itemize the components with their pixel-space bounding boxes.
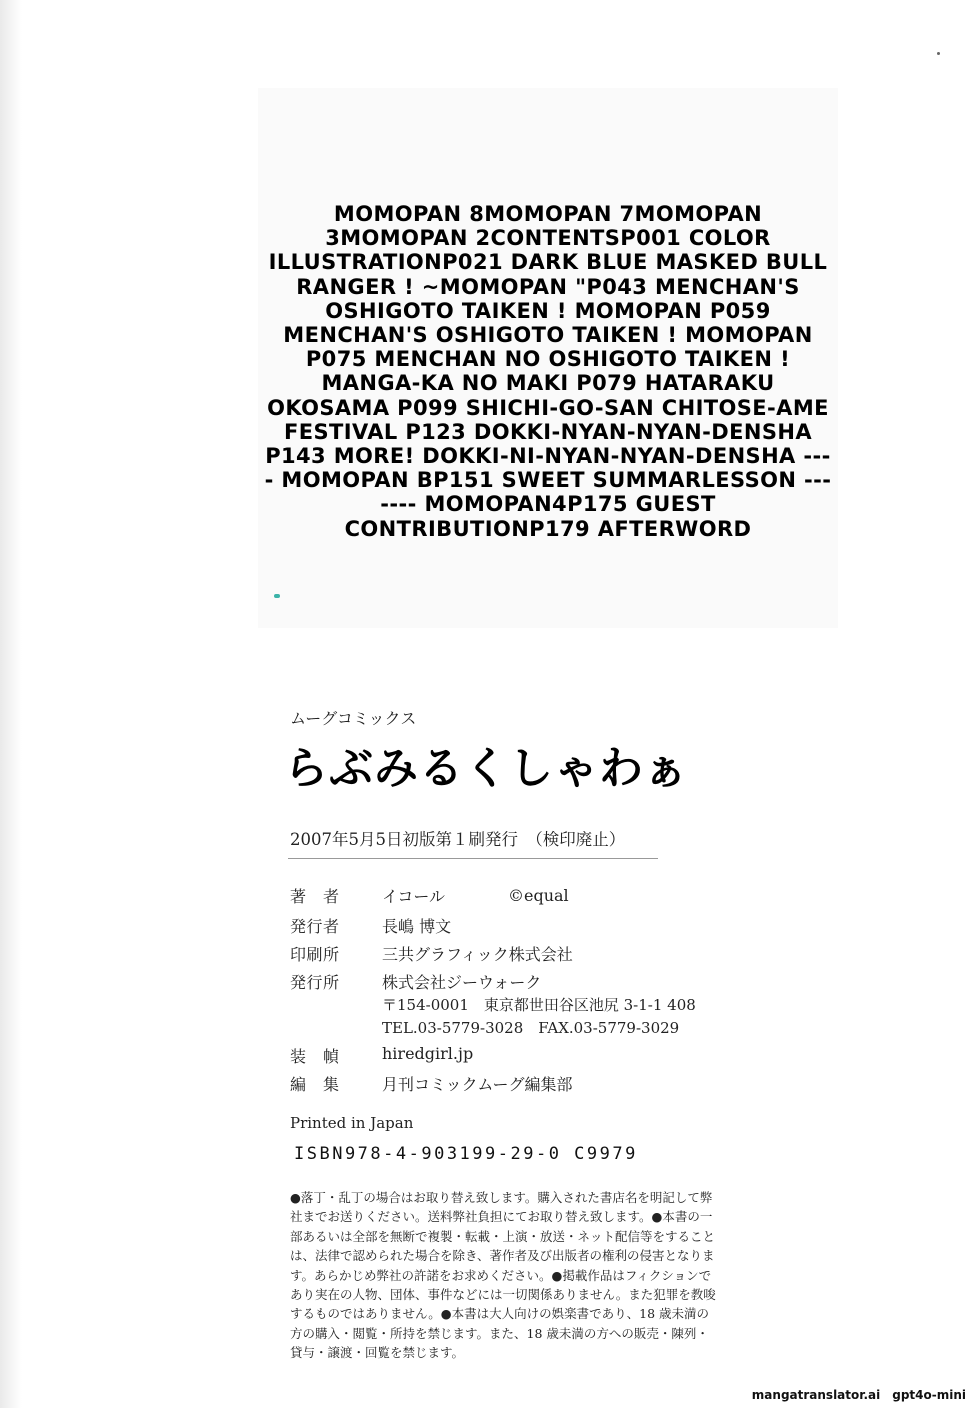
dust-mark xyxy=(937,52,940,55)
credit-key: 編 集 xyxy=(290,1075,340,1094)
watermark-footer xyxy=(752,1388,966,1402)
credit-key: 装 幀 xyxy=(290,1047,340,1066)
credit-publishing-house xyxy=(290,970,541,993)
color-speck xyxy=(274,594,280,598)
credit-publisher xyxy=(290,914,451,937)
credit-design xyxy=(290,1044,473,1067)
credit-value: hiredgirl.jp xyxy=(382,1044,474,1063)
translated-contents-text: MOMOPAN 8MOMOPAN 7MOMOPAN 3MOMOPAN 2CONTENTSP001 COLOR ILLUSTRATIONP021 DARK BLUE MASKED BULL RANGER ! ~MOMOPAN "P043 MENCHAN'S OSHIGOTO TAIKEN ! MOMOPAN P059 MENCHAN'S OSHIGOTO TAIKEN ! MOMOPAN P075 MENCHAN NO OSHIGOTO TAIKEN ! MANGA-KA NO MAKI P079 HATARAKU OKOSAMA P099 SHICHI-GO-SAN CHITOSE-AME FESTIVAL P123 DOKKI-NYAN-NYAN-DENSHA P143 MORE! DOKKI-NI-NYAN-NYAN-DENSHA ---- MOMOPAN BP151 SWEET SUMMARLESSON ------- MOMOPAN4P175 GUEST CONTRIBUTIONP179 AFTERWORD xyxy=(264,202,832,541)
isbn-code: ISBN978-4-903199-29-0 C9979 xyxy=(294,1144,638,1164)
divider xyxy=(288,858,658,859)
credit-key: 発行者 xyxy=(290,917,340,936)
book-title: らぶみるくしゃわぁ xyxy=(284,743,689,794)
legal-notes: ●落丁・乱丁の場合はお取り替え致します。購入された書店名を明記して弊社までお送りください。送料弊社負担にてお取り替え致します。●本書の一部あるいは全部を無断で複製・転載・上演・放送・ネット配信等をすることは、法律で認められた場合を除き、著作者及び出版者の権利の侵害となります。あらかじめ弊社の許諾をお求めください。●掲載作品はフィクションであり実在の人物、団体、事件などには一切関係ありません。また犯罪を教唆するものではありません。●本書は大人向けの娯楽書であり、18 歳未満の方の購入・閲覧・所持を禁じます。また、18 歳未満の方への販売・陳列・貸与・譲渡・回覧を禁じます。 xyxy=(290,1190,716,1361)
credit-key: 発行所 xyxy=(290,973,340,992)
credit-value: 株式会社ジーウォーク xyxy=(382,973,542,992)
imprint-label: ムーグコミックス xyxy=(290,709,417,728)
credit-value: 三共グラフィック株式会社 xyxy=(382,945,573,964)
credit-author xyxy=(290,884,445,907)
copyright-text: ©equal xyxy=(508,886,569,905)
credit-value: 月刊コミックムーグ編集部 xyxy=(382,1075,573,1094)
credit-value: イコール xyxy=(382,887,446,906)
address-line: 〒154-0001 東京都世田谷区池尻 3-1-1 408 xyxy=(382,996,696,1014)
publication-date: 2007年5月5日初版第１刷発行 （検印廃止） xyxy=(290,830,626,849)
printed-in-japan: Printed in Japan xyxy=(290,1114,414,1132)
watermark-site: mangatranslator.ai xyxy=(751,1388,881,1402)
credit-value: 長嶋 博文 xyxy=(382,917,452,936)
phone-line: TEL.03-5779-3028 FAX.03-5779-3029 xyxy=(382,1019,680,1037)
credit-editor xyxy=(290,1072,573,1095)
watermark-model: gpt4o-mini xyxy=(892,1388,966,1402)
page-edge-shadow xyxy=(0,0,22,1408)
credit-key: 印刷所 xyxy=(290,945,340,964)
credit-key: 著 者 xyxy=(290,887,340,906)
credit-printer xyxy=(290,942,573,965)
